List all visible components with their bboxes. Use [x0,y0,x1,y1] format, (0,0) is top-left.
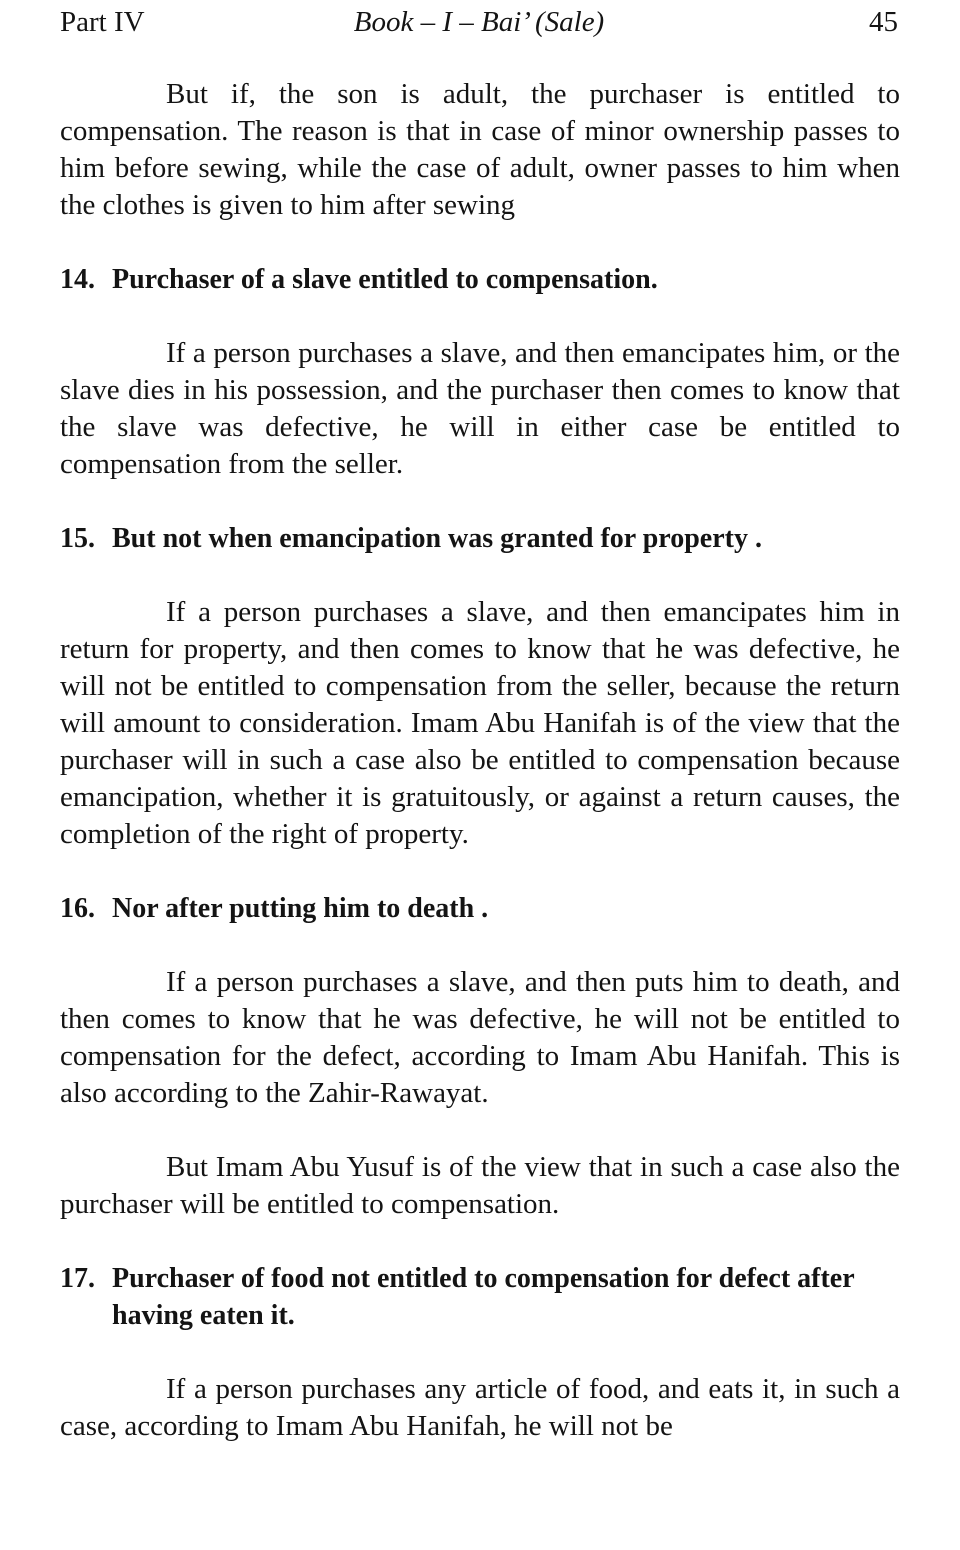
section-title: Purchaser of a slave entitled to compensation. [112,264,658,295]
header-part: Part IV [60,6,145,38]
paragraph: If a person purchases a slave, and then emancipates him in return for property, and then comes to know that he was defective, he will not be entitled to compensation from the seller, because the return will amount to consideration. Imam Abu Hanifah is of the view that the purchaser will in such a case also be entitled to compensation because emancipation, whether it is gratuitously, or against a return causes, the completion of the right of property. [60,596,900,850]
section-number: 16. [60,893,95,924]
section-heading-15 [60,520,900,557]
paragraph: If a person purchases a slave, and then puts him to death, and then comes to know that he was defective, he will not be entitled to compensation for the defect, according to Imam Abu Hanifah. This is also according to the Zahir-Rawayat. [60,966,900,1109]
paragraph: But if, the son is adult, the purchaser is entitled to compensation. The reason is that in case of minor ownership passes to him before sewing, while the case of adult, owner passes to him when the clothes is given to him after sewing [60,78,900,221]
section-number: 14. [60,264,95,295]
page-number: 45 [869,6,898,38]
section-title: But not when emancipation was granted for property . [112,523,762,554]
section-number: 17. [60,1263,95,1294]
section-title: Nor after putting him to death . [112,893,489,924]
body-text [60,76,900,1445]
paragraph: If a person purchases a slave, and then emancipates him, or the slave dies in his possession, and the purchaser then comes to know that the slave was defective, he will in either case be entitled to compensation from the seller. [60,337,900,480]
running-header [60,4,898,40]
paragraph: If a person purchases any article of food, and eats it, in such a case, according to Imam Abu Hanifah, he will not be [60,1373,900,1442]
section-heading-17 [60,1260,900,1334]
section-title: Purchaser of food not entitled to compensation for defect after having eaten it. [112,1263,855,1331]
section-heading-16 [60,890,900,927]
paragraph: But Imam Abu Yusuf is of the view that in such a case also the purchaser will be entitled to compensation. [60,1151,900,1220]
section-number: 15. [60,523,95,554]
header-book-title: Book – I – Bai’ (Sale) [353,6,605,38]
section-heading-14 [60,261,900,298]
